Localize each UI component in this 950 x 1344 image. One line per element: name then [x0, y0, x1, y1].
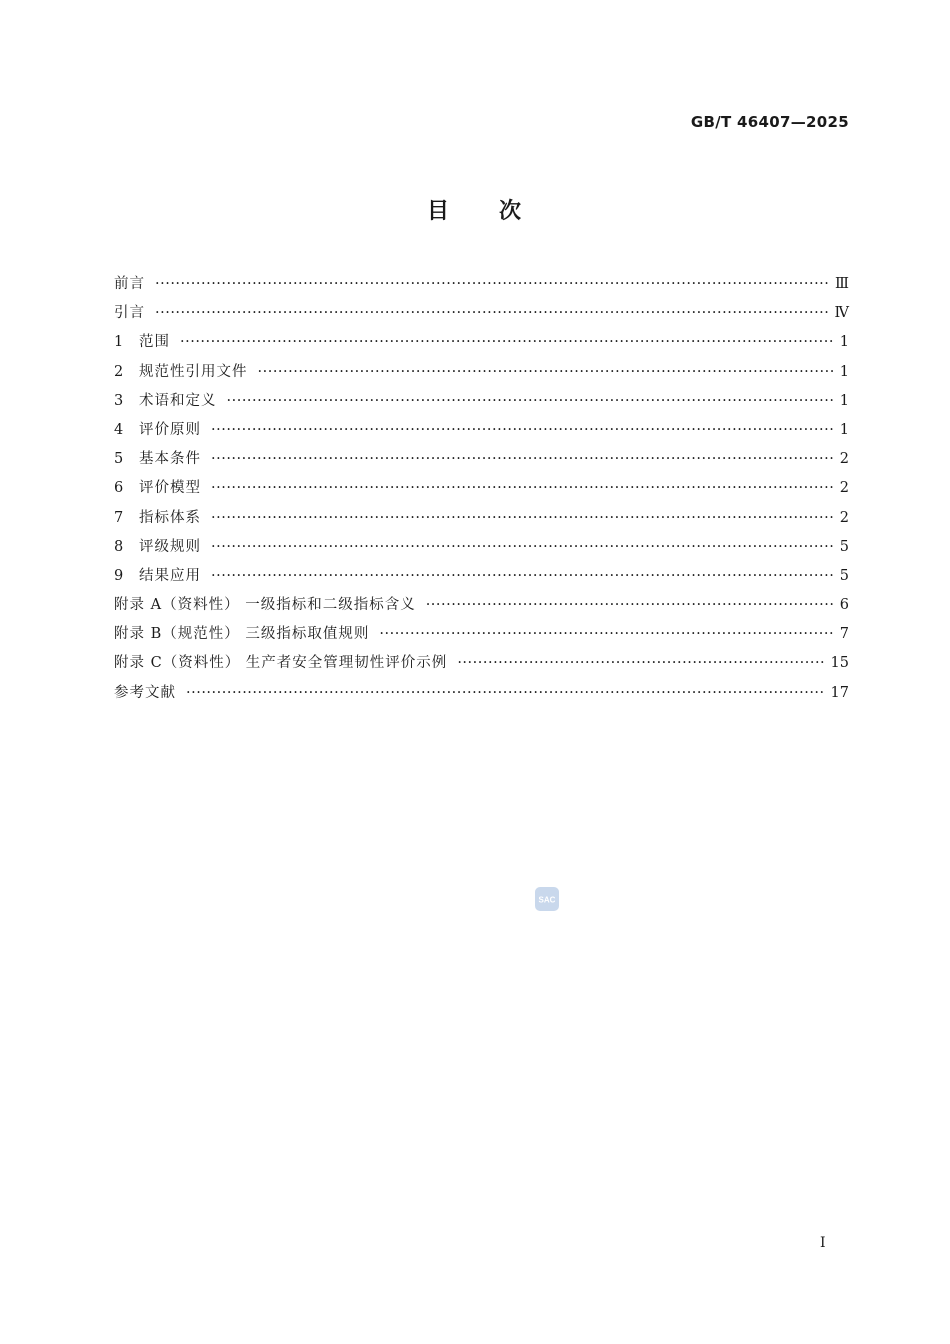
toc-entry-number: 7 [114, 509, 124, 526]
title-part-1: 目 [426, 199, 451, 224]
toc-entry-number: 4 [114, 421, 124, 438]
toc-leader-dots [457, 649, 824, 678]
watermark-text: SAC [538, 895, 556, 905]
toc-entry-terms-definitions[interactable] [114, 387, 849, 416]
toc-leader-dots [426, 591, 833, 620]
toc-entry-page: 7 [839, 626, 849, 643]
toc-entry-page: 15 [830, 655, 849, 672]
toc-entry-number: 6 [114, 480, 124, 497]
toc-entry-label: 前言 [114, 276, 145, 292]
toc-entry-evaluation-principles[interactable] [114, 416, 849, 445]
toc-leader-dots [211, 474, 833, 503]
toc-entry-annex-b[interactable] [114, 620, 849, 649]
toc-entry-bibliography[interactable] [114, 679, 849, 708]
toc-entry-indicator-system[interactable] [114, 504, 849, 533]
toc-entry-basic-conditions[interactable] [114, 445, 849, 474]
toc-entry-label: 附录 B（规范性） 三级指标取值规则 [114, 626, 370, 643]
toc-entry-normative-references[interactable] [114, 358, 849, 387]
toc-leader-dots [211, 504, 833, 533]
toc-entry-annex-c[interactable] [114, 649, 849, 678]
toc-entry-label: 术语和定义 [139, 392, 217, 409]
toc-entry-page: 17 [830, 684, 849, 701]
toc-entry-page: 2 [839, 509, 849, 526]
toc-leader-dots [211, 445, 833, 474]
toc-entry-label: 指标体系 [139, 509, 201, 526]
toc-entry-label: 基本条件 [139, 451, 201, 468]
toc-entry-page: 1 [839, 363, 849, 380]
toc-leader-dots [211, 533, 833, 562]
toc-entry-introduction[interactable] [114, 299, 849, 328]
toc-entry-label: 规范性引用文件 [139, 363, 248, 380]
toc-entry-page: 5 [839, 567, 849, 584]
toc-entry-foreword[interactable] [114, 270, 849, 299]
toc-leader-dots [227, 387, 834, 416]
toc-entry-label: 引言 [114, 305, 145, 322]
toc-entry-label: 附录 A（资料性） 一级指标和二级指标含义 [114, 597, 416, 614]
sac-logo-icon [534, 886, 560, 912]
table-of-contents [114, 270, 849, 708]
toc-entry-page: 6 [839, 597, 849, 614]
toc-leader-dots [211, 562, 833, 591]
toc-entry-label: 结果应用 [139, 567, 201, 584]
toc-entry-page: 1 [839, 334, 849, 351]
document-code: GB/T 46407—2025 [690, 113, 849, 131]
toc-entry-page: 5 [839, 538, 849, 555]
toc-entry-page: 1 [839, 421, 849, 438]
toc-entry-label: 评价原则 [139, 421, 201, 438]
toc-entry-label: 评价模型 [139, 480, 201, 497]
toc-entry-page: Ⅳ [834, 305, 849, 322]
toc-entry-label: 范围 [139, 334, 170, 351]
toc-leader-dots [258, 358, 834, 387]
toc-entry-annex-a[interactable] [114, 591, 849, 620]
toc-leader-dots [379, 620, 833, 649]
page-number: I [820, 1235, 826, 1251]
toc-entry-label: 评级规则 [139, 538, 201, 555]
toc-entry-number: 2 [114, 363, 124, 380]
title-part-2: 次 [499, 199, 524, 224]
toc-entry-page: Ⅲ [835, 276, 849, 292]
toc-entry-number: 1 [114, 334, 124, 351]
toc-entry-number: 9 [114, 567, 124, 584]
toc-entry-number: 8 [114, 538, 124, 555]
toc-entry-rating-rules[interactable] [114, 533, 849, 562]
toc-entry-number: 3 [114, 392, 124, 409]
toc-leader-dots [211, 416, 833, 445]
toc-entry-page: 1 [839, 392, 849, 409]
toc-leader-dots [155, 270, 829, 299]
toc-entry-label: 附录 C（资料性） 生产者安全管理韧性评价示例 [114, 655, 448, 672]
toc-entry-result-application[interactable] [114, 562, 849, 591]
toc-entry-page: 2 [839, 451, 849, 468]
page-title [0, 194, 950, 225]
toc-entry-label: 参考文献 [114, 684, 176, 701]
toc-entry-evaluation-model[interactable] [114, 474, 849, 503]
toc-leader-dots [155, 299, 829, 328]
toc-entry-number: 5 [114, 451, 124, 468]
toc-entry-scope[interactable] [114, 328, 849, 357]
toc-entry-page: 2 [839, 480, 849, 497]
toc-leader-dots [180, 328, 833, 357]
toc-leader-dots [186, 679, 825, 708]
